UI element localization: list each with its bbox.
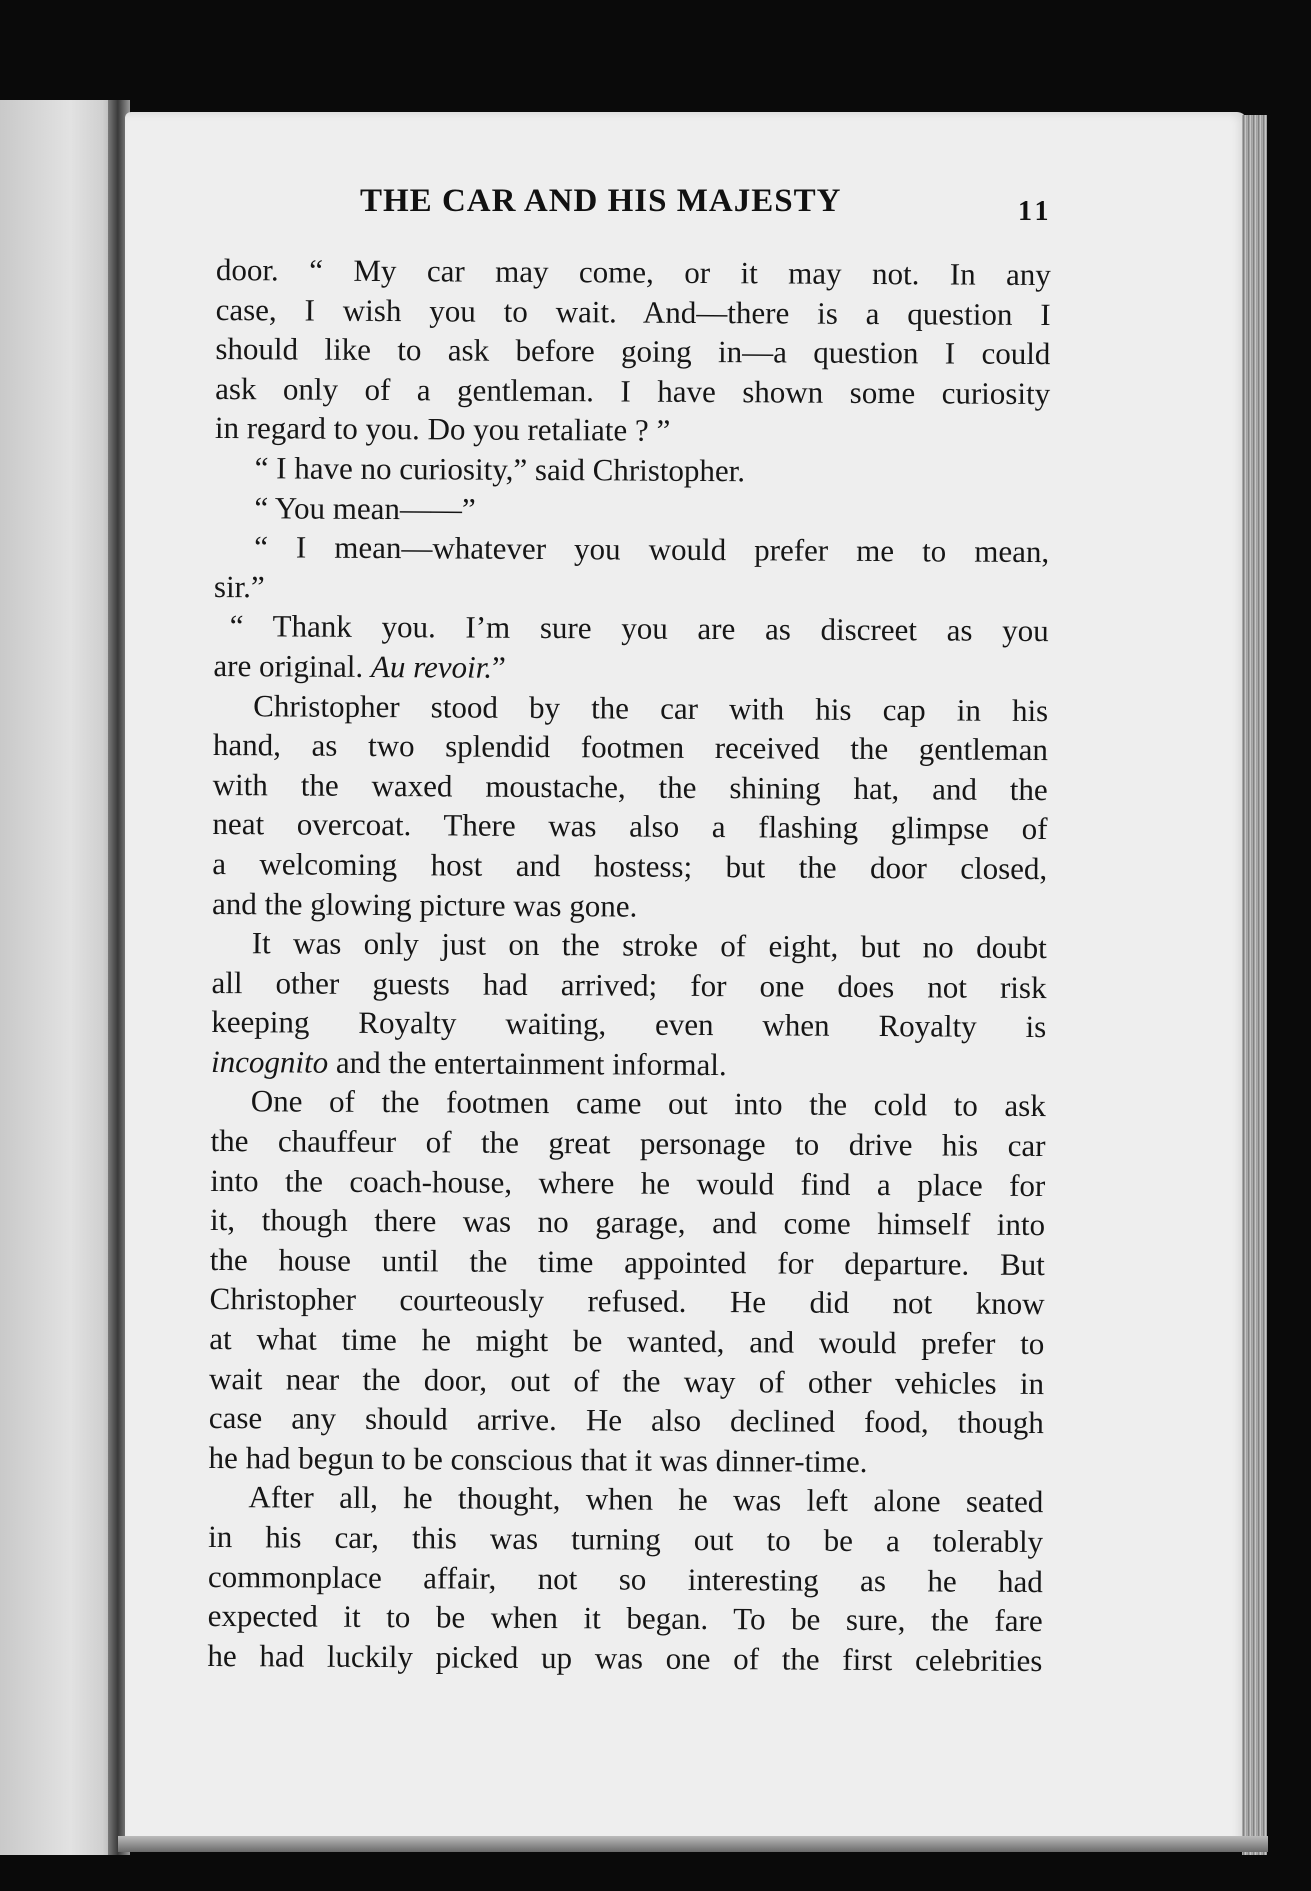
text-run: at what time he might be wanted, and would prefer to bbox=[209, 1321, 1045, 1362]
text-line bbox=[214, 488, 1049, 533]
text-line bbox=[210, 1240, 1045, 1285]
text-line bbox=[209, 1398, 1044, 1443]
text-line bbox=[212, 883, 1047, 928]
text-run: and the glowing picture was gone. bbox=[211, 885, 638, 924]
body-text bbox=[207, 250, 1051, 1680]
text-line bbox=[210, 1200, 1045, 1245]
text-run: commonplace affair, not so interesting as he had bbox=[207, 1558, 1043, 1599]
text-line bbox=[209, 1279, 1044, 1324]
text-run: Christopher courteously refused. He did not know bbox=[209, 1281, 1045, 1322]
text-run: he had begun to be conscious that it was dinner-time. bbox=[208, 1439, 868, 1479]
text-line bbox=[211, 1081, 1046, 1126]
text-line bbox=[213, 646, 1048, 691]
italic-text: Au revoir. bbox=[370, 648, 493, 685]
text-line bbox=[207, 1636, 1042, 1681]
text-line bbox=[209, 1438, 1044, 1483]
text-run: he had luckily picked up was one of the first celebrities bbox=[207, 1637, 1043, 1678]
running-title: THE CAR AND HIS MAJESTY bbox=[360, 183, 842, 219]
text-run: “ You mean——” bbox=[254, 489, 476, 527]
text-run: expected it to be when it began. To be sure, the fare bbox=[207, 1598, 1043, 1639]
text-line bbox=[216, 250, 1051, 295]
text-run: the chauffeur of the great personage to drive his car bbox=[210, 1123, 1046, 1164]
text-line bbox=[211, 963, 1046, 1008]
text-run: door. “ My car may come, or it may not. In any bbox=[215, 251, 1051, 293]
text-run: neat overcoat. There was also a flashing glimpse of bbox=[212, 806, 1048, 847]
text-line bbox=[215, 448, 1050, 493]
text-line bbox=[212, 804, 1047, 849]
text-run: sir.” bbox=[213, 568, 265, 605]
text-line bbox=[213, 765, 1048, 810]
text-line bbox=[213, 725, 1048, 770]
text-line bbox=[210, 1121, 1045, 1166]
italic-text: incognito bbox=[210, 1043, 329, 1080]
text-run: a welcoming host and hostess; but the door closed, bbox=[212, 845, 1048, 886]
text-line bbox=[211, 1002, 1046, 1047]
page-number: 11 bbox=[1018, 196, 1053, 227]
text-line bbox=[215, 369, 1050, 414]
text-run: ” bbox=[491, 649, 506, 685]
text-line bbox=[214, 606, 1049, 651]
text-line bbox=[214, 567, 1049, 612]
text-line bbox=[208, 1517, 1043, 1562]
text-line bbox=[208, 1477, 1043, 1522]
text-run: in his car, this was turning out to be a tolerably bbox=[208, 1518, 1044, 1560]
text-line bbox=[212, 844, 1047, 889]
text-run: and the entertainment informal. bbox=[328, 1044, 727, 1083]
text-run: should like to ask before going in—a question I could bbox=[215, 331, 1051, 372]
text-run: wait near the door, out of the way of other vehicles in bbox=[209, 1360, 1045, 1401]
text-line bbox=[214, 527, 1049, 572]
text-line bbox=[211, 1042, 1046, 1087]
text-run: hand, as two splendid footmen received the gentleman bbox=[212, 727, 1049, 768]
text-run: all other guests had arrived; for one does not risk bbox=[211, 964, 1047, 1005]
text-line bbox=[208, 1596, 1043, 1641]
text-run: One of the footmen came out into the cold to ask bbox=[250, 1083, 1046, 1124]
text-run: it, though there was no garage, and come himself into bbox=[209, 1202, 1046, 1243]
text-run: Christopher stood by the car with his cap in his bbox=[253, 687, 1049, 728]
text-line bbox=[215, 408, 1050, 453]
text-line bbox=[210, 1161, 1045, 1206]
text-run: in regard to you. Do you retaliate ? ” bbox=[214, 410, 671, 449]
text-run: into the coach-house, where he would find a place for bbox=[210, 1162, 1046, 1203]
text-line bbox=[215, 329, 1050, 374]
page-bottom-edge bbox=[118, 1836, 1268, 1852]
text-run: are original. bbox=[213, 647, 372, 684]
text-line bbox=[208, 1557, 1043, 1602]
text-run: It was only just on the stroke of eight, but no doubt bbox=[251, 925, 1047, 966]
text-run: the house until the time appointed for departure. But bbox=[209, 1241, 1045, 1282]
text-run: “ I mean—whatever you would prefer me to mean, bbox=[254, 529, 1050, 570]
text-run: ask only of a gentleman. I have shown some curiosity bbox=[215, 370, 1051, 411]
text-line bbox=[213, 686, 1048, 731]
page-fore-edge bbox=[1242, 115, 1267, 1855]
text-run: “ I have no curiosity,” said Christopher. bbox=[254, 450, 746, 489]
text-line bbox=[216, 290, 1051, 335]
text-line bbox=[209, 1319, 1044, 1364]
text-run: keeping Royalty waiting, even when Royalty is bbox=[211, 1004, 1047, 1045]
text-line bbox=[212, 923, 1047, 968]
text-line bbox=[209, 1359, 1044, 1404]
text-run: case, I wish you to wait. And—there is a question I bbox=[215, 291, 1051, 332]
text-run: case any should arrive. He also declined food, though bbox=[208, 1400, 1044, 1441]
text-run: “ Thank you. I’m sure you are as discreet as you bbox=[229, 608, 1049, 649]
text-run: After all, he thought, when he was left alone seated bbox=[248, 1479, 1044, 1520]
text-run: with the waxed moustache, the shining hat, and the bbox=[212, 766, 1048, 807]
